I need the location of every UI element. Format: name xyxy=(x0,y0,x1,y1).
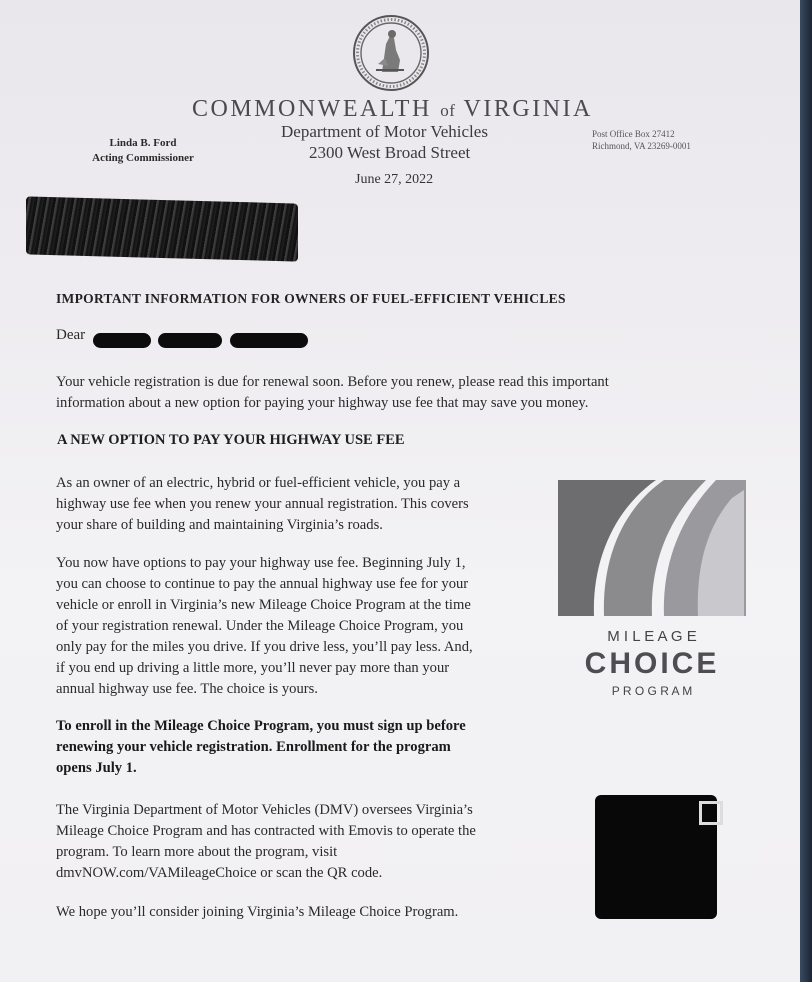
logo-program-text: P R O G R A M xyxy=(611,684,693,698)
virginia-seal-icon xyxy=(352,14,430,92)
redacted-qr-code[interactable] xyxy=(595,795,717,919)
mailing-address-block xyxy=(592,128,691,152)
redacted-name-3 xyxy=(230,333,308,348)
mileage-choice-logo xyxy=(556,478,748,700)
intro-paragraph: Your vehicle registration is due for renewal soon. Before you renew, please read this important information about a new option for paying your highway use fee that may save you money. xyxy=(56,374,609,411)
section-heading: A NEW OPTION TO PAY YOUR HIGHWAY USE FEE xyxy=(57,432,405,448)
commissioner-name: Linda B. Ford xyxy=(109,137,177,149)
letterhead-title xyxy=(192,96,593,123)
commissioner-block xyxy=(78,136,208,166)
enrollment-paragraph: To enroll in the Mileage Choice Program, you must sign up before renewing your vehicle registration. Enrollment for the program opens July 1. xyxy=(56,718,466,776)
department-name: Department of Motor Vehicles xyxy=(281,122,488,141)
commissioner-title: Acting Commissioner xyxy=(92,152,194,164)
redacted-name-2 xyxy=(158,333,222,348)
letter-subject: IMPORTANT INFORMATION FOR OWNERS OF FUEL-EFFICIENT VEHICLES xyxy=(56,291,566,306)
virginia-text: VIRGINIA xyxy=(463,96,593,122)
redacted-name-1 xyxy=(93,333,151,348)
logo-mileage-text: M I L E A G E xyxy=(607,628,697,645)
redacted-recipient-address xyxy=(26,196,298,261)
commonwealth-text: COMMONWEALTH xyxy=(192,96,432,122)
salutation: Dear xyxy=(56,327,86,343)
logo-wordmark xyxy=(556,623,748,705)
background-edge xyxy=(800,0,812,982)
paragraph-1: As an owner of an electric, hybrid or fuel-efficient vehicle, you pay a highway use fee when you renew your annual registration. This covers your share of building and maintaining Virginia’s roads. xyxy=(56,475,469,533)
paragraph-4: The Virginia Department of Motor Vehicles (DMV) oversees Virginia’s Mileage Choice Program and has contracted with Emovis to operate the program. To learn more about the program, visit dmvNOW.com/VAMileageChoice or scan the QR code. xyxy=(56,802,476,881)
closing-line: We hope you’ll consider joining Virginia’s Mileage Choice Program. xyxy=(56,904,459,920)
paragraph-2: You now have options to pay your highway use fee. Beginning July 1, you can choose to continue to pay the annual highway use fee for your vehicle or enroll in Virginia’s new Mileage Choice Program at the time of your registration renewal. Under the Mileage Choice Program, you only pay for the miles you drive. If you drive less, you’ll pay less. And, if you end up driving a little more, you’ll never pay more than your annual highway use fee. The choice is yours. xyxy=(56,555,473,697)
qr-corner-marker xyxy=(699,801,723,825)
of-text: of xyxy=(440,101,456,120)
logo-choice-text: CHOICE xyxy=(584,647,720,680)
po-box: Post Office Box 27412 xyxy=(592,129,675,139)
letter-date: June 27, 2022 xyxy=(355,172,434,187)
city-zip: Richmond, VA 23269-0001 xyxy=(592,141,691,151)
department-street: 2300 West Broad Street xyxy=(309,143,471,162)
road-curves-icon xyxy=(556,478,748,618)
